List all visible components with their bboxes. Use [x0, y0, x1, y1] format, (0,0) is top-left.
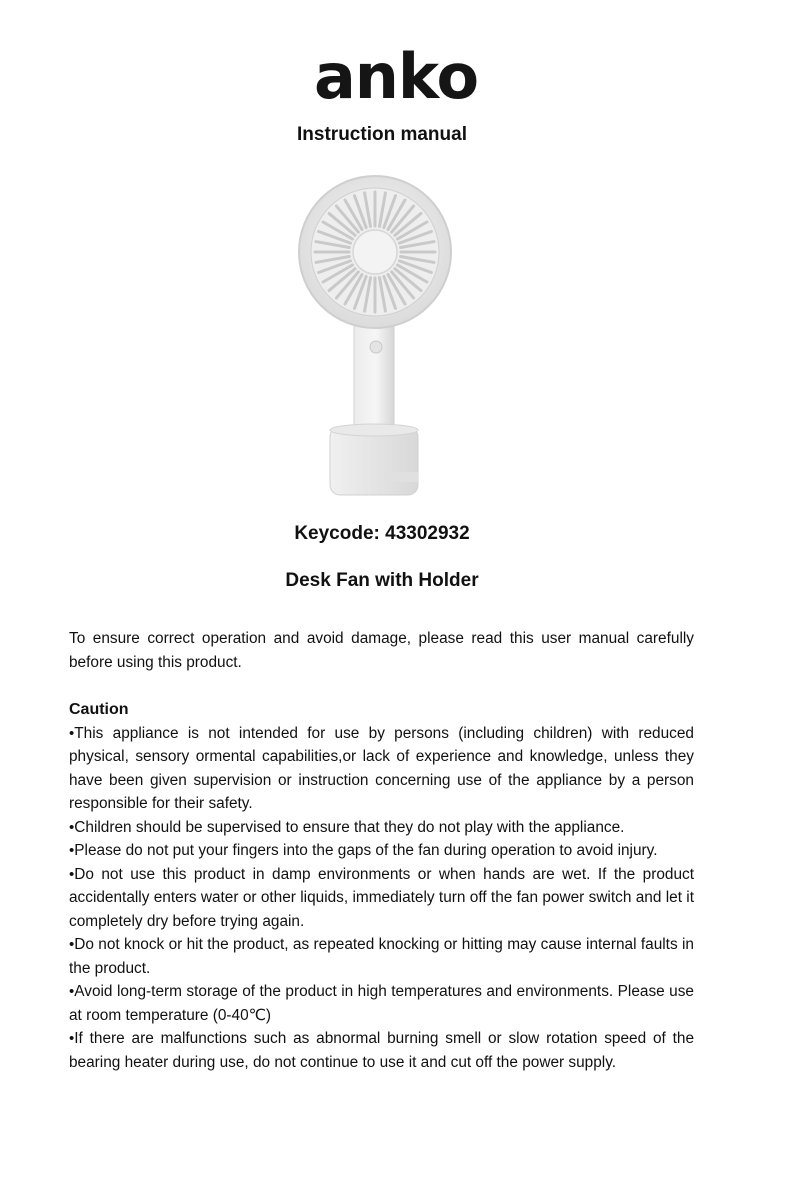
page-title: Instruction manual	[297, 124, 467, 145]
fan-product-image	[290, 172, 460, 502]
bullet-glyph: •	[69, 865, 75, 883]
product-name: Desk Fan with Holder	[285, 570, 479, 591]
bullet-glyph: •	[69, 1030, 75, 1047]
bullet-glyph: •	[69, 842, 75, 859]
caution-heading: Caution	[69, 701, 129, 718]
caution-text: Avoid long-term storage of the product in high temperatures and environments. Please use at room temperature (0-40℃)	[69, 983, 694, 1024]
bullet-glyph: •	[69, 818, 75, 836]
caution-text: Children should be supervised to ensure that they do not play with the appliance.	[74, 818, 625, 836]
intro-paragraph: To ensure correct operation and avoid damage, please read this user manual carefully before using this product.	[69, 630, 694, 671]
list-item	[69, 933, 694, 980]
bullet-glyph: •	[69, 936, 75, 953]
list-item	[69, 722, 694, 816]
bullet-glyph: •	[69, 983, 75, 1000]
list-item	[69, 863, 694, 934]
caution-list	[69, 722, 694, 1075]
manual-body	[69, 627, 694, 1074]
brand-logo: anko	[313, 40, 479, 113]
caution-text: Please do not put your fingers into the gaps of the fan during operation to avoid injury.	[74, 842, 658, 859]
bullet-glyph: •	[69, 724, 75, 742]
caution-text: Do not knock or hit the product, as repeated knocking or hitting may cause internal faults in the product.	[69, 936, 694, 977]
list-item	[69, 816, 694, 840]
caution-text: This appliance is not intended for use by persons (including children) with reduced physical, sensory ormental capabilities,or lack of experience and knowledge, unless they have been given supervision or instruction concerning use of the appliance by a person responsible for their safety.	[69, 724, 694, 812]
product-keycode: Keycode: 43302932	[294, 523, 470, 544]
caution-text: If there are malfunctions such as abnormal burning smell or slow rotation speed of the bearing heater during use, do not continue to use it and cut off the power supply.	[69, 1030, 694, 1071]
list-item	[69, 980, 694, 1027]
list-item	[69, 1027, 694, 1074]
caution-text: Do not use this product in damp environments or when hands are wet. If the product accidentally enters water or other liquids, immediately turn off the fan power switch and let it completely dry before trying again.	[69, 865, 694, 930]
list-item	[69, 839, 694, 863]
